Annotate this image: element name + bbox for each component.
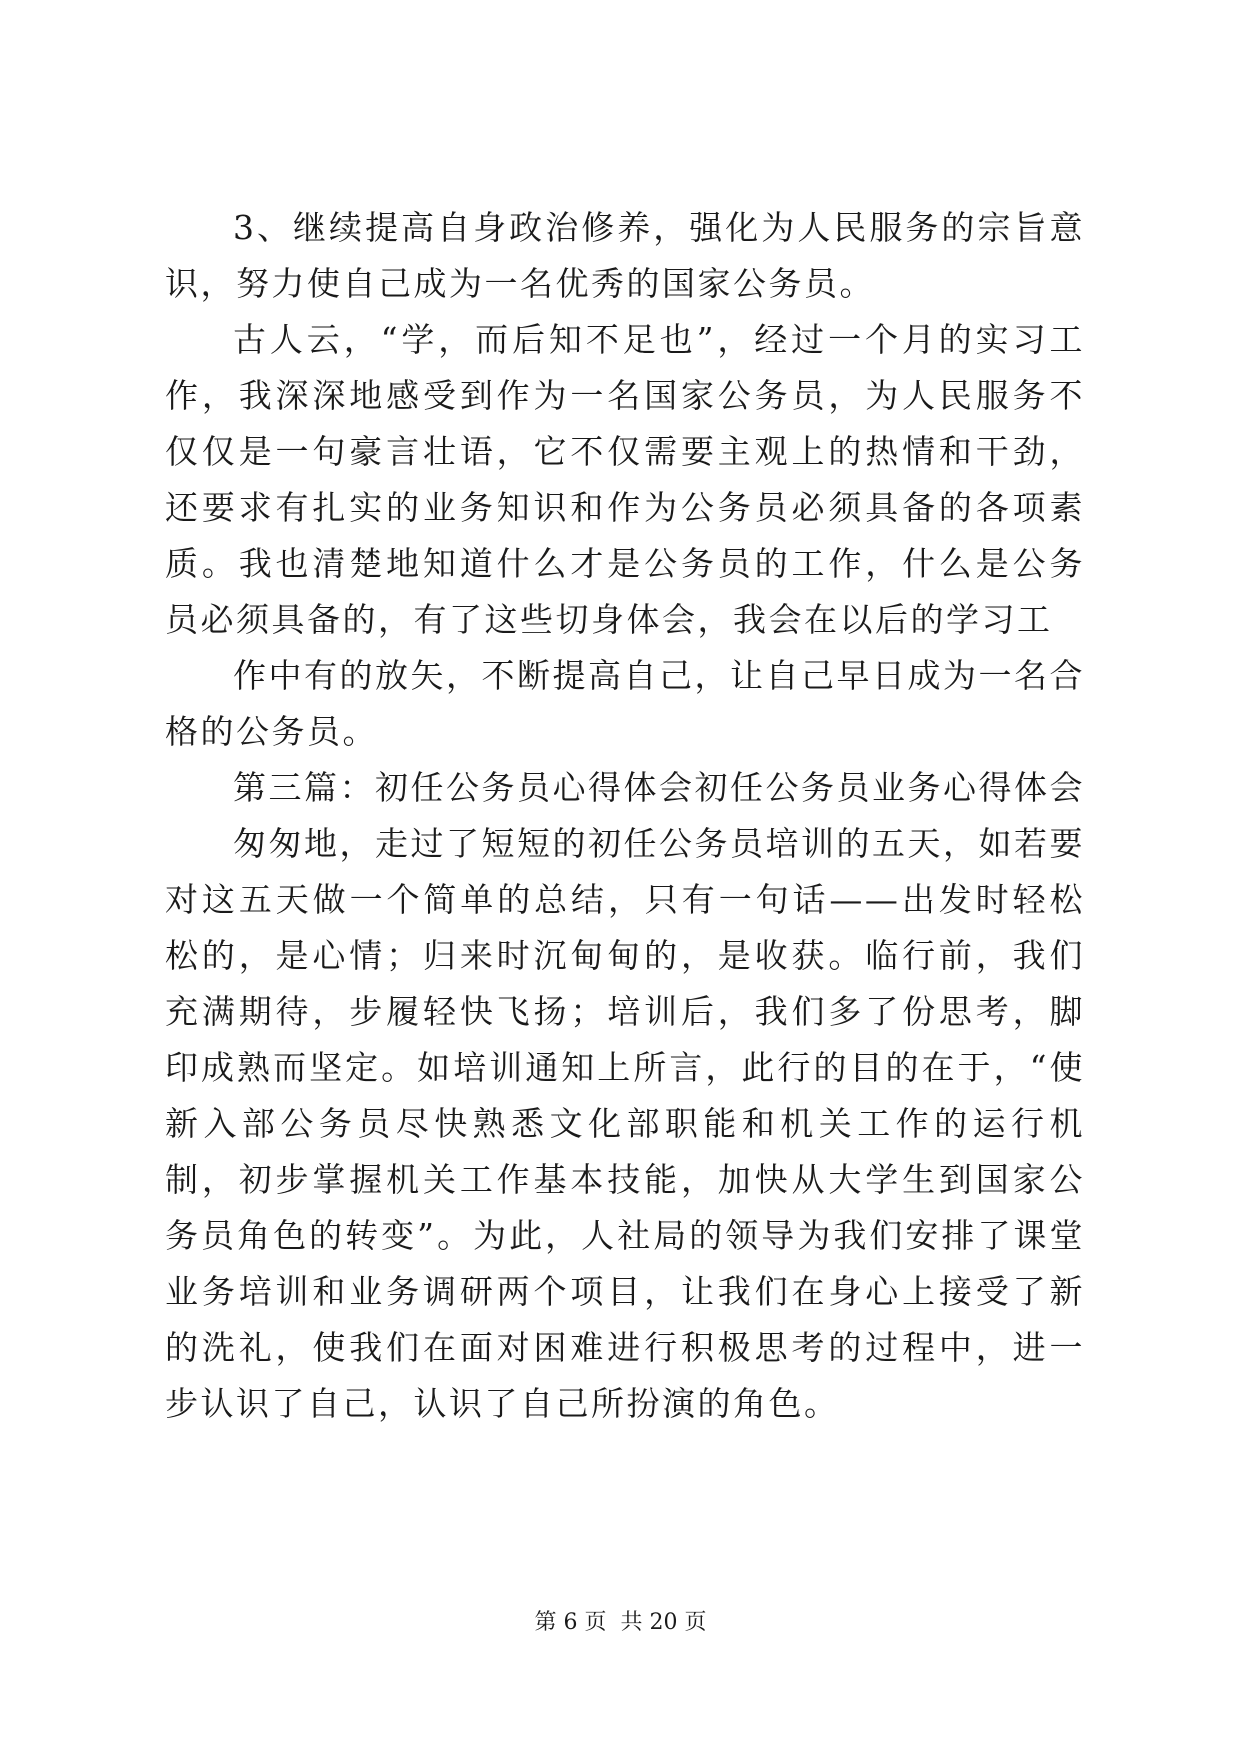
document-body	[165, 200, 1085, 1432]
section-heading: 第三篇：初任公务员心得体会初任公务员业务心得体会	[233, 768, 1085, 807]
paragraph-training-summary: 匆匆地，走过了短短的初任公务员培训的五天，如若要对这五天做一个简单的总结，只有一句话——出发时轻松松的，是心情；归来时沉甸甸的，是收获。临行前，我们充满期待，步履轻快飞扬；培训后，我们多了份思考，脚印成熟而坚定。如培训通知上所言，此行的目的在于，“使新入部公务员尽快熟悉文化部职能和机关工作的运行机制，初步掌握机关工作基本技能，加快从大学生到国家公务员角色的转变”。为此，人社局的领导为我们安排了课堂业务培训和业务调研两个项目，让我们在身心上接受了新的洗礼，使我们在面对困难进行积极思考的过程中，进一步认识了自己，认识了自己所扮演的角色。	[165, 824, 1085, 1423]
paragraph-continuation: 作中有的放矢，不断提高自己，让自己早日成为一名合格的公务员。	[165, 656, 1085, 751]
page-footer	[0, 1608, 1241, 1638]
paragraph-item-3: 3、继续提高自身政治修养，强化为人民服务的宗旨意识，努力使自己成为一名优秀的国家公务员。	[165, 208, 1085, 303]
paragraph-ancient-saying: 古人云，“学，而后知不足也”，经过一个月的实习工作，我深深地感受到作为一名国家公务员，为人民服务不仅仅是一句豪言壮语，它不仅需要主观上的热情和干劲，还要求有扎实的业务知识和作为公务员必须具备的各项素质。我也清楚地知道什么才是公务员的工作，什么是公务员必须具备的，有了这些切身体会，我会在以后的学习工	[165, 320, 1085, 639]
page-number: 第 6 页 共 20 页	[534, 1610, 707, 1635]
